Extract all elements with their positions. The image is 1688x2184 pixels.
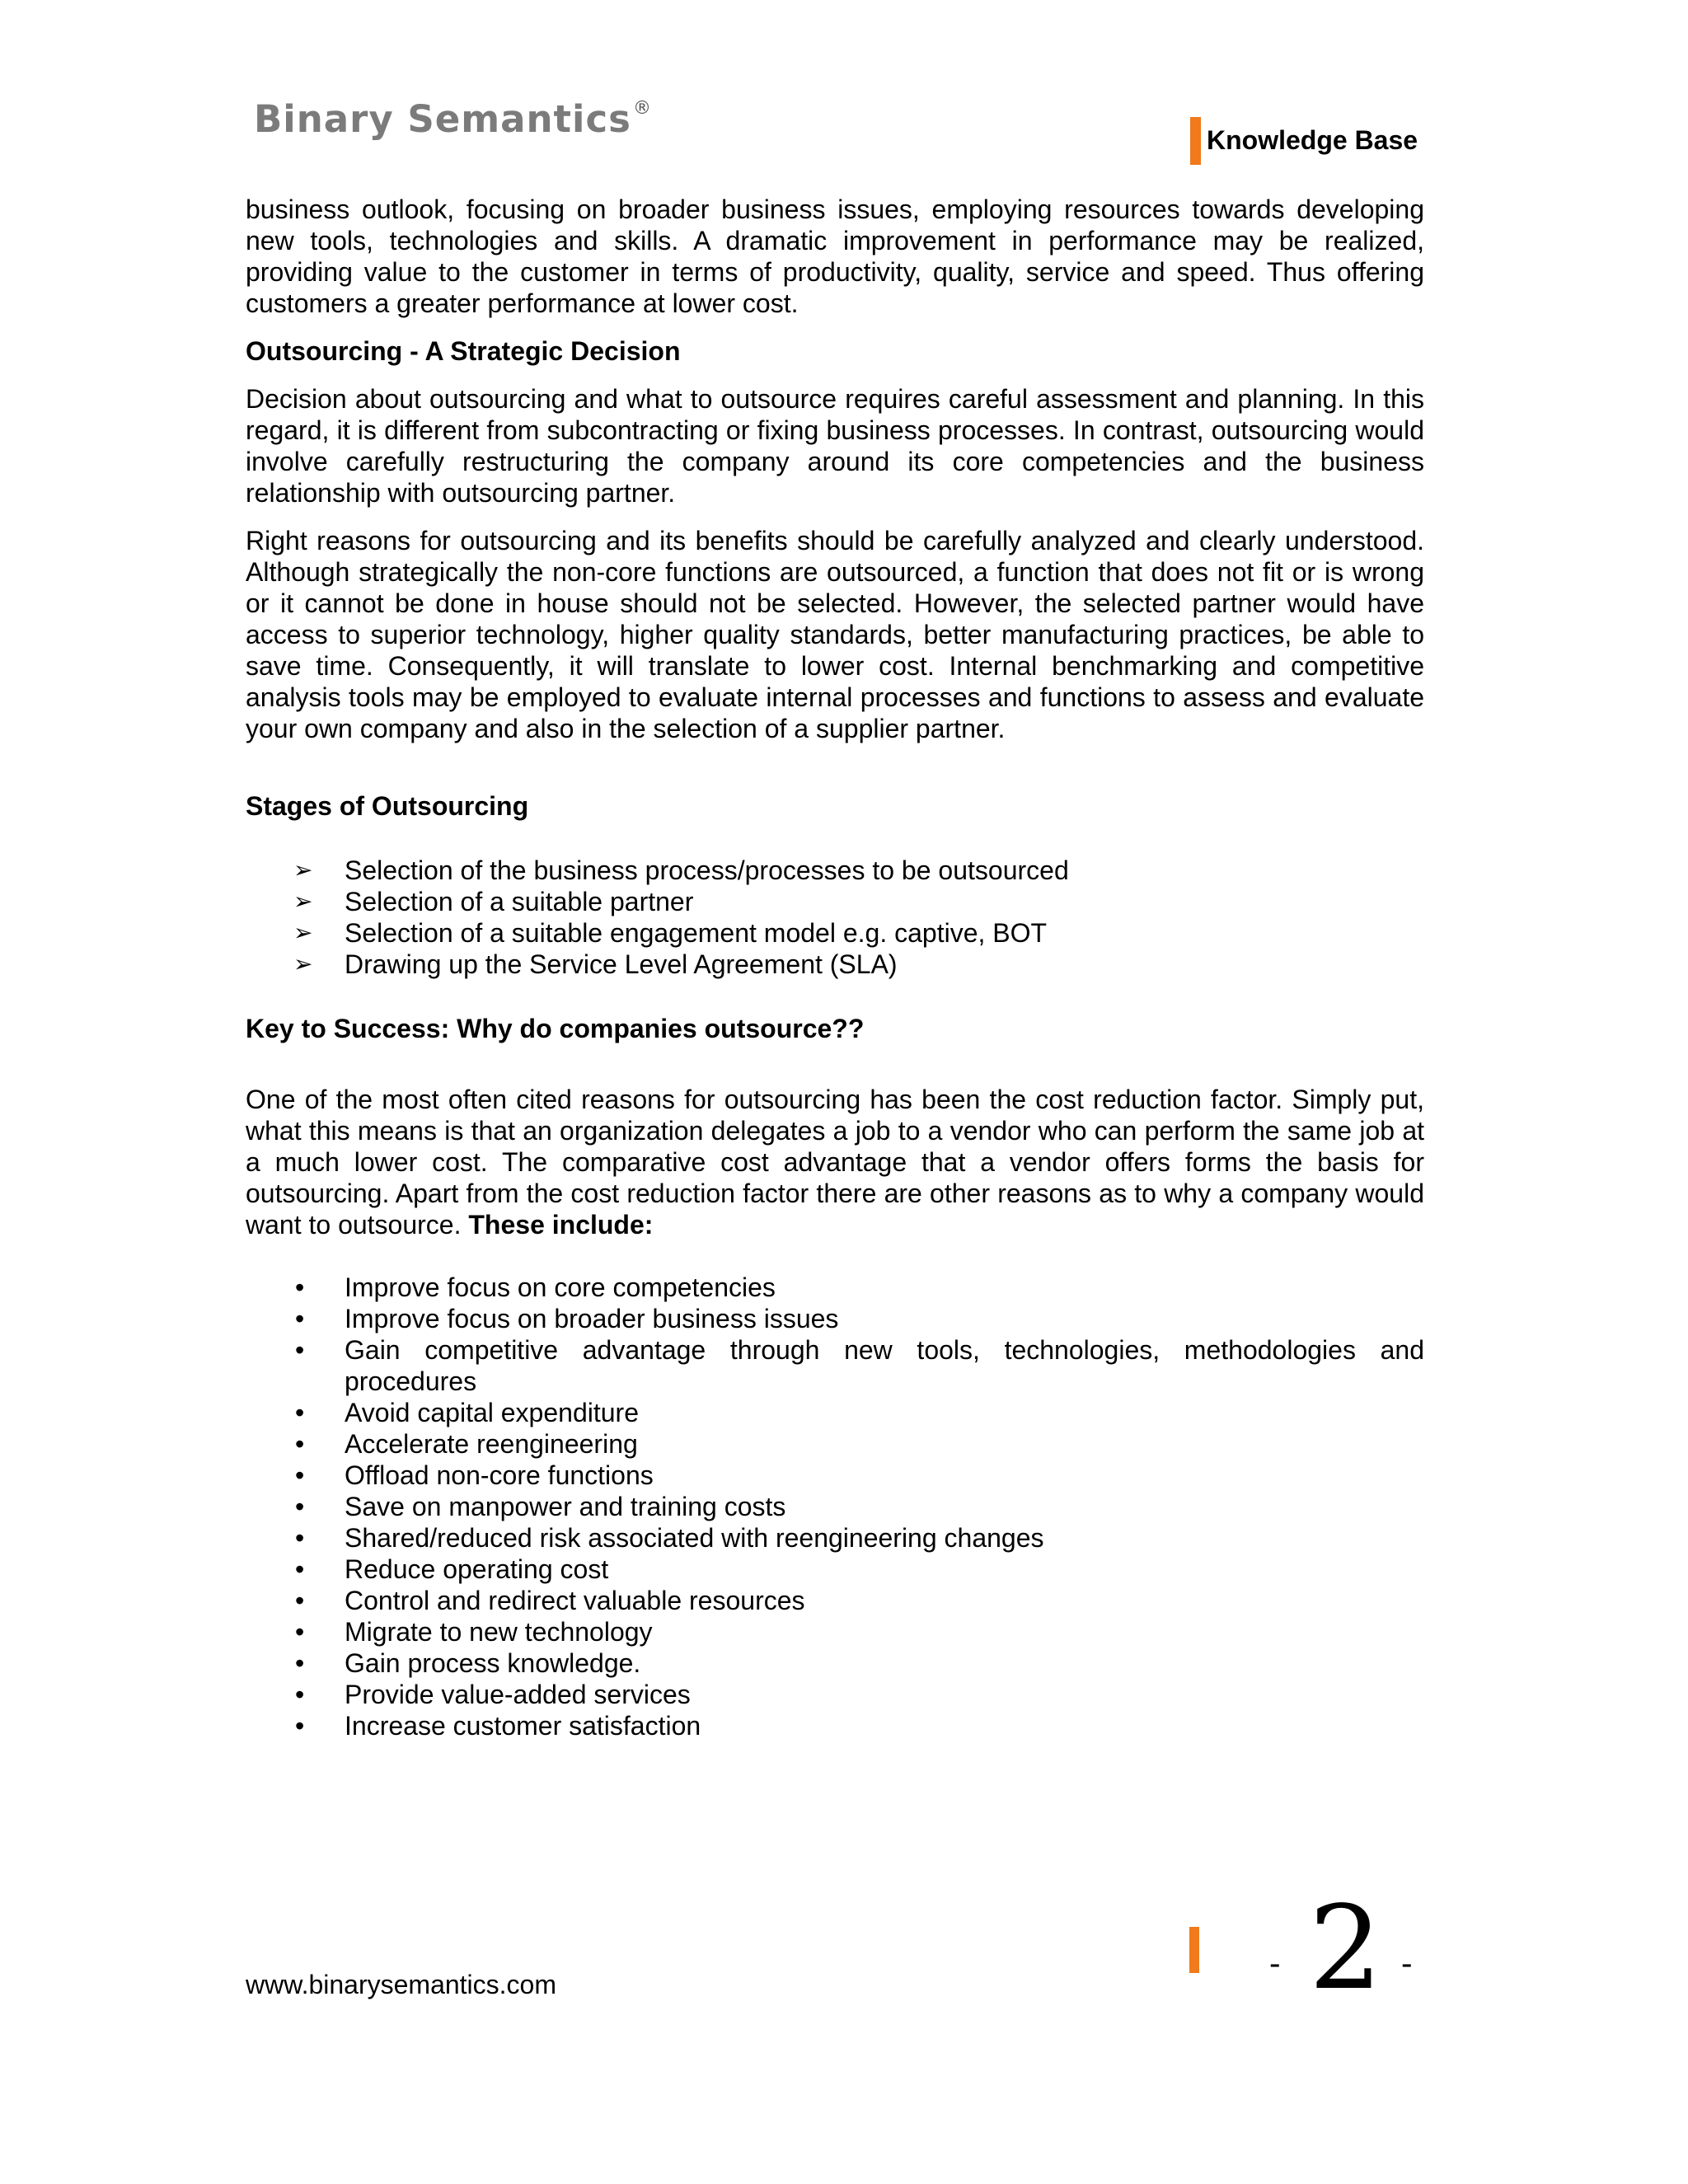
bullet-icon: • (295, 1335, 305, 1365)
page-number (1269, 1882, 1434, 2016)
list-item: ➢ Selection of a suitable engagement model e.g. captive, BOT (293, 918, 1048, 948)
bullet-icon: • (295, 1711, 305, 1741)
bullet-icon: • (295, 1523, 305, 1553)
header-accent-bar (1190, 117, 1201, 165)
list-item: • Increase customer satisfaction (295, 1711, 701, 1741)
bullet-icon: • (295, 1680, 305, 1709)
strategic-paragraph-2: Right reasons for outsourcing and its benefits should be carefully analyzed and clearly understood. Although strategically the non-core functions are outsourced, a function that does not fit or is wrong or it cannot be done in house should not be selected. However, the selected partner would have access to superior technology, higher quality standards, better manufacturing practices, be able to save time. Consequently, it will translate to lower cost. Internal benchmarking and competitive analysis tools may be employed to evaluate internal processes and functions to assess and evaluate your own company and also in the selection of a supplier partner. (246, 526, 1424, 743)
heading-strategic-decision: Outsourcing - A Strategic Decision (246, 336, 681, 366)
bullet-icon: • (295, 1492, 305, 1521)
registered-mark: ® (632, 98, 652, 119)
footer-accent-bar (1189, 1927, 1199, 1973)
list-item: • Shared/reduced risk associated with reengineering changes (295, 1523, 1044, 1553)
list-item: • Avoid capital expenditure (295, 1398, 639, 1427)
heading-key-to-success: Key to Success: Why do companies outsource?? (246, 1014, 865, 1043)
arrow-bullet-icon: ➢ (293, 920, 313, 945)
list-item: ➢ Selection of the business process/processes to be outsourced (293, 855, 1069, 885)
arrow-bullet-icon: ➢ (293, 857, 313, 883)
bullet-icon: • (295, 1648, 305, 1678)
bullet-icon: • (295, 1304, 305, 1333)
bullet-icon: • (295, 1586, 305, 1615)
stages-list (246, 855, 1424, 980)
list-item: • Provide value-added services (295, 1680, 691, 1709)
list-item: • Reduce operating cost (295, 1554, 609, 1584)
heading-stages: Stages of Outsourcing (246, 791, 529, 821)
page-number-dash-left: - (1269, 1945, 1281, 1983)
strategic-paragraph-1: Decision about outsourcing and what to outsource requires careful assessment and planning. In this regard, it is different from subcontracting or fixing business processes. In contrast, outsourcing would involve carefully restructuring the company around its core competencies and the business relationship with outsourcing partner. (246, 384, 1424, 508)
intro-paragraph: business outlook, focusing on broader business issues, employing resources towards developing new tools, technologies and skills. A dramatic improvement in performance may be realized, providing value to the customer in terms of productivity, quality, service and speed. Thus offering customers a greater performance at lower cost. (246, 194, 1424, 318)
list-item: • Improve focus on broader business issues (295, 1304, 839, 1333)
arrow-bullet-icon: ➢ (293, 888, 313, 914)
list-item: • Migrate to new technology (295, 1617, 653, 1647)
bullet-icon: • (295, 1272, 305, 1302)
page-content (246, 194, 1424, 1741)
bullet-icon: • (295, 1460, 305, 1490)
bullet-icon: • (295, 1617, 305, 1647)
list-item: • Save on manpower and training costs (295, 1492, 786, 1521)
list-item: • Improve focus on core competencies (295, 1272, 776, 1302)
arrow-bullet-icon: ➢ (293, 951, 313, 977)
company-logo (254, 97, 652, 141)
logo-text: Binary Semantics (254, 97, 631, 141)
bullet-icon: • (295, 1429, 305, 1459)
bullet-icon: • (295, 1398, 305, 1427)
page-number-value: 2 (1309, 1882, 1383, 2016)
bullet-icon: • (295, 1554, 305, 1584)
list-item: • Gain competitive advantage through new tools, technologies, methodologies and procedures (295, 1335, 1424, 1396)
footer-website-link[interactable]: www.binarysemantics.com (246, 1970, 556, 1999)
success-paragraph: One of the most often cited reasons for outsourcing has been the cost reduction factor. Simply put, what this means is that an organization delegates a job to a vendor who can perform the same job at a much lower cost. The comparative cost advantage that a vendor offers forms the basis for outsourcing. Apart from the cost reduction factor there are other reasons as to why a company would want to outsource. These include: (246, 1085, 1424, 1240)
reasons-list (246, 1272, 1424, 1741)
list-item: ➢ Drawing up the Service Level Agreement (SLA) (293, 949, 898, 979)
section-label: Knowledge Base (1207, 125, 1418, 155)
list-item: ➢ Selection of a suitable partner (293, 887, 694, 916)
list-item: • Offload non-core functions (295, 1460, 654, 1490)
page-number-dash-right: - (1401, 1945, 1413, 1983)
list-item: • Control and redirect valuable resources (295, 1586, 805, 1615)
list-item: • Gain process knowledge. (295, 1648, 641, 1678)
these-include-label: These include: (468, 1210, 654, 1240)
list-item: • Accelerate reengineering (295, 1429, 638, 1459)
